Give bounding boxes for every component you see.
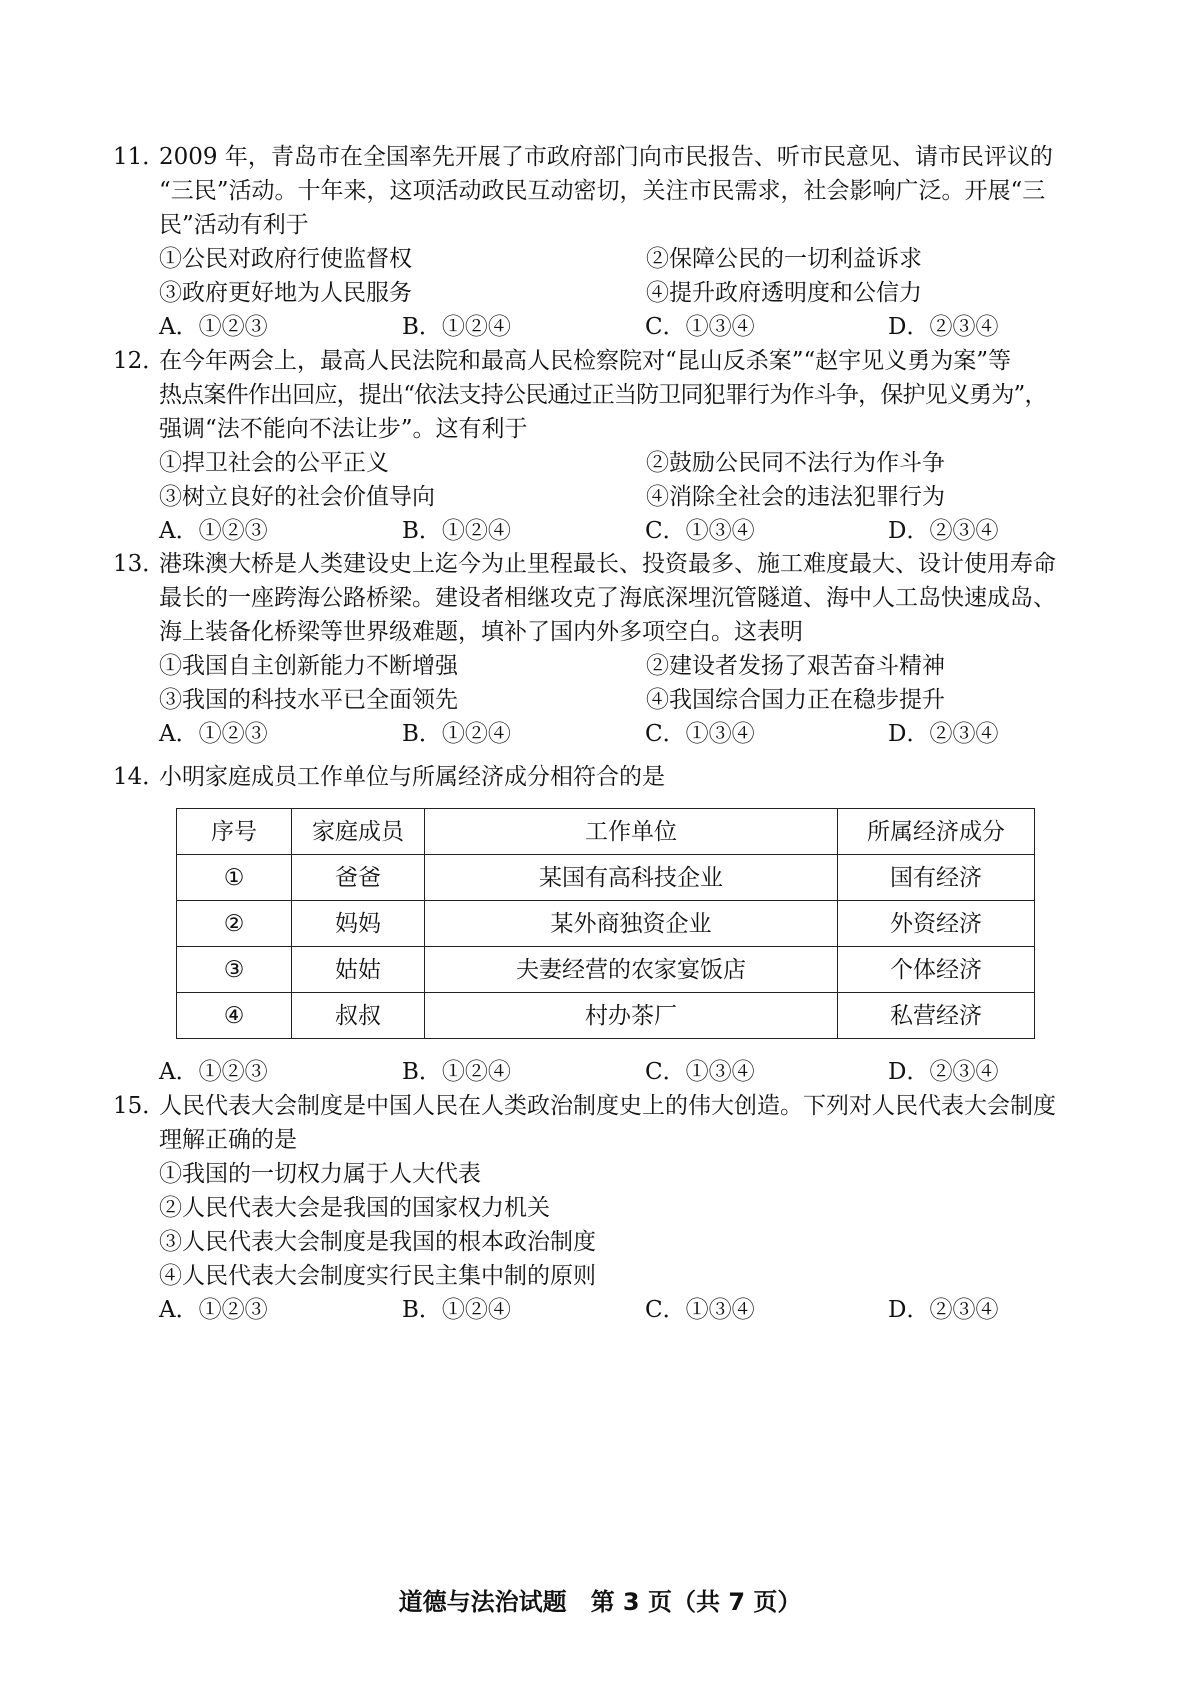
statement-option: ①我国的一切权力属于人大代表	[159, 1161, 481, 1187]
question-12	[113, 344, 1103, 548]
table-header-row	[177, 809, 1035, 855]
table-cell: 妈妈	[292, 901, 425, 947]
choice-a: A．①②③	[159, 721, 268, 747]
stem-line: 热点案件作出回应，提出“依法支持公民通过正当防卫同犯罪行为作斗争，保护见义勇为”，	[159, 382, 1047, 408]
stem-line: 2009 年，青岛市在全国率先开展了市政府部门向市民报告、听市民意见、请市民评议的	[159, 144, 1053, 170]
statement-option: ③树立良好的社会价值导向	[159, 484, 435, 510]
page-footer: 道德与法治试题 第 3 页（共 7 页）	[398, 1588, 802, 1616]
answer-choices	[159, 514, 1103, 548]
statement-options	[159, 649, 1103, 717]
statement-option: ①我国自主创新能力不断增强	[159, 653, 458, 679]
choice-d: D．②③④	[888, 1059, 999, 1085]
question-number: 13．	[113, 551, 166, 577]
question-stem	[159, 760, 1103, 794]
stem-line: 港珠澳大桥是人类建设史上迄今为止里程最长、投资最多、施工难度最大、设计使用寿命	[159, 551, 1056, 577]
statement-option: ②建设者发扬了艰苦奋斗精神	[646, 653, 945, 679]
choice-c: C．①③④	[645, 314, 755, 340]
stem-line: 海上装备化桥梁等世界级难题，填补了国内外多项空白。这表明	[159, 619, 803, 645]
table-cell: ③	[177, 947, 292, 993]
statement-option: ③我国的科技水平已全面领先	[159, 687, 458, 713]
question-number: 11．	[113, 144, 166, 170]
choice-b: B．①②④	[402, 518, 511, 544]
stem-line: 在今年两会上，最高人民法院和最高人民检察院对“昆山反杀案”“赵宇见义勇为案”等	[159, 348, 1012, 374]
statement-option: ①公民对政府行使监督权	[159, 246, 412, 272]
question-stem	[159, 1089, 1103, 1157]
table-cell: 夫妻经营的农家宴饭店	[425, 947, 838, 993]
choice-b: B．①②④	[402, 314, 511, 340]
statement-option: ②人民代表大会是我国的国家权力机关	[159, 1195, 550, 1221]
col-header: 家庭成员	[292, 809, 425, 855]
statement-option: ④消除全社会的违法犯罪行为	[646, 484, 945, 510]
statement-option: ②鼓励公民同不法行为作斗争	[646, 450, 945, 476]
table-row	[177, 901, 1035, 947]
choice-c: C．①③④	[645, 518, 755, 544]
statement-options	[159, 1157, 1103, 1293]
table-cell: 国有经济	[838, 855, 1035, 901]
choice-d: D．②③④	[888, 314, 999, 340]
table-row	[177, 855, 1035, 901]
col-header: 工作单位	[425, 809, 838, 855]
answer-choices	[159, 310, 1103, 344]
table-cell: 某外商独资企业	[425, 901, 838, 947]
question-14-choices	[113, 1055, 1103, 1089]
question-15	[113, 1089, 1103, 1327]
table-cell: 私营经济	[838, 993, 1035, 1039]
statement-option: ③人民代表大会制度是我国的根本政治制度	[159, 1229, 596, 1255]
statement-option: ④我国综合国力正在稳步提升	[646, 687, 945, 713]
table-cell: ④	[177, 993, 292, 1039]
statement-option: ①捍卫社会的公平正义	[159, 450, 389, 476]
statement-options	[159, 446, 1103, 514]
question-stem	[159, 140, 1103, 242]
stem-line: 强调“法不能向不法让步”。这有利于	[159, 416, 528, 442]
family-economy-table	[176, 808, 1035, 1039]
col-header: 所属经济成分	[838, 809, 1035, 855]
question-stem	[159, 547, 1103, 649]
statement-option: ④人民代表大会制度实行民主集中制的原则	[159, 1263, 596, 1289]
table-cell: 外资经济	[838, 901, 1035, 947]
table-row	[177, 993, 1035, 1039]
stem-line: 理解正确的是	[159, 1127, 297, 1153]
choice-b: B．①②④	[402, 1297, 511, 1323]
table-cell: ①	[177, 855, 292, 901]
choice-c: C．①③④	[645, 1059, 755, 1085]
choice-a: A．①②③	[159, 518, 268, 544]
answer-choices	[159, 1293, 1103, 1327]
statement-option: ②保障公民的一切利益诉求	[646, 246, 922, 272]
table-cell: 村办茶厂	[425, 993, 838, 1039]
choice-a: A．①②③	[159, 1059, 268, 1085]
table-cell: 叔叔	[292, 993, 425, 1039]
choice-d: D．②③④	[888, 518, 999, 544]
choice-b: B．①②④	[402, 1059, 511, 1085]
table-cell: 个体经济	[838, 947, 1035, 993]
question-14	[113, 760, 1103, 794]
question-number: 15．	[113, 1093, 166, 1119]
stem-line: “三民”活动。十年来，这项活动政民互动密切，关注市民需求，社会影响广泛。开展“三	[159, 178, 1046, 204]
table-cell: 某国有高科技企业	[425, 855, 838, 901]
table-cell: ②	[177, 901, 292, 947]
statement-option: ④提升政府透明度和公信力	[646, 280, 922, 306]
question-number: 14．	[113, 764, 166, 790]
choice-a: A．①②③	[159, 1297, 268, 1323]
choice-d: D．②③④	[888, 1297, 999, 1323]
stem-line: 最长的一座跨海公路桥梁。建设者相继攻克了海底深埋沉管隧道、海中人工岛快速成岛、	[159, 585, 1056, 611]
choice-c: C．①③④	[645, 1297, 755, 1323]
stem-line: 人民代表大会制度是中国人民在人类政治制度史上的伟大创造。下列对人民代表大会制度	[159, 1093, 1056, 1119]
question-13	[113, 547, 1103, 751]
choice-c: C．①③④	[645, 721, 755, 747]
question-11	[113, 140, 1103, 344]
stem-line: 民”活动有利于	[159, 212, 309, 238]
choice-a: A．①②③	[159, 314, 268, 340]
answer-choices	[159, 1055, 1103, 1089]
statement-option: ③政府更好地为人民服务	[159, 280, 412, 306]
statement-options	[159, 242, 1103, 310]
choice-d: D．②③④	[888, 721, 999, 747]
choice-b: B．①②④	[402, 721, 511, 747]
answer-choices	[159, 717, 1103, 751]
table-row	[177, 947, 1035, 993]
table-cell: 爸爸	[292, 855, 425, 901]
question-stem	[159, 344, 1103, 446]
table-cell: 姑姑	[292, 947, 425, 993]
col-header: 序号	[177, 809, 292, 855]
question-number: 12．	[113, 348, 166, 374]
stem-line: 小明家庭成员工作单位与所属经济成分相符合的是	[159, 764, 665, 790]
